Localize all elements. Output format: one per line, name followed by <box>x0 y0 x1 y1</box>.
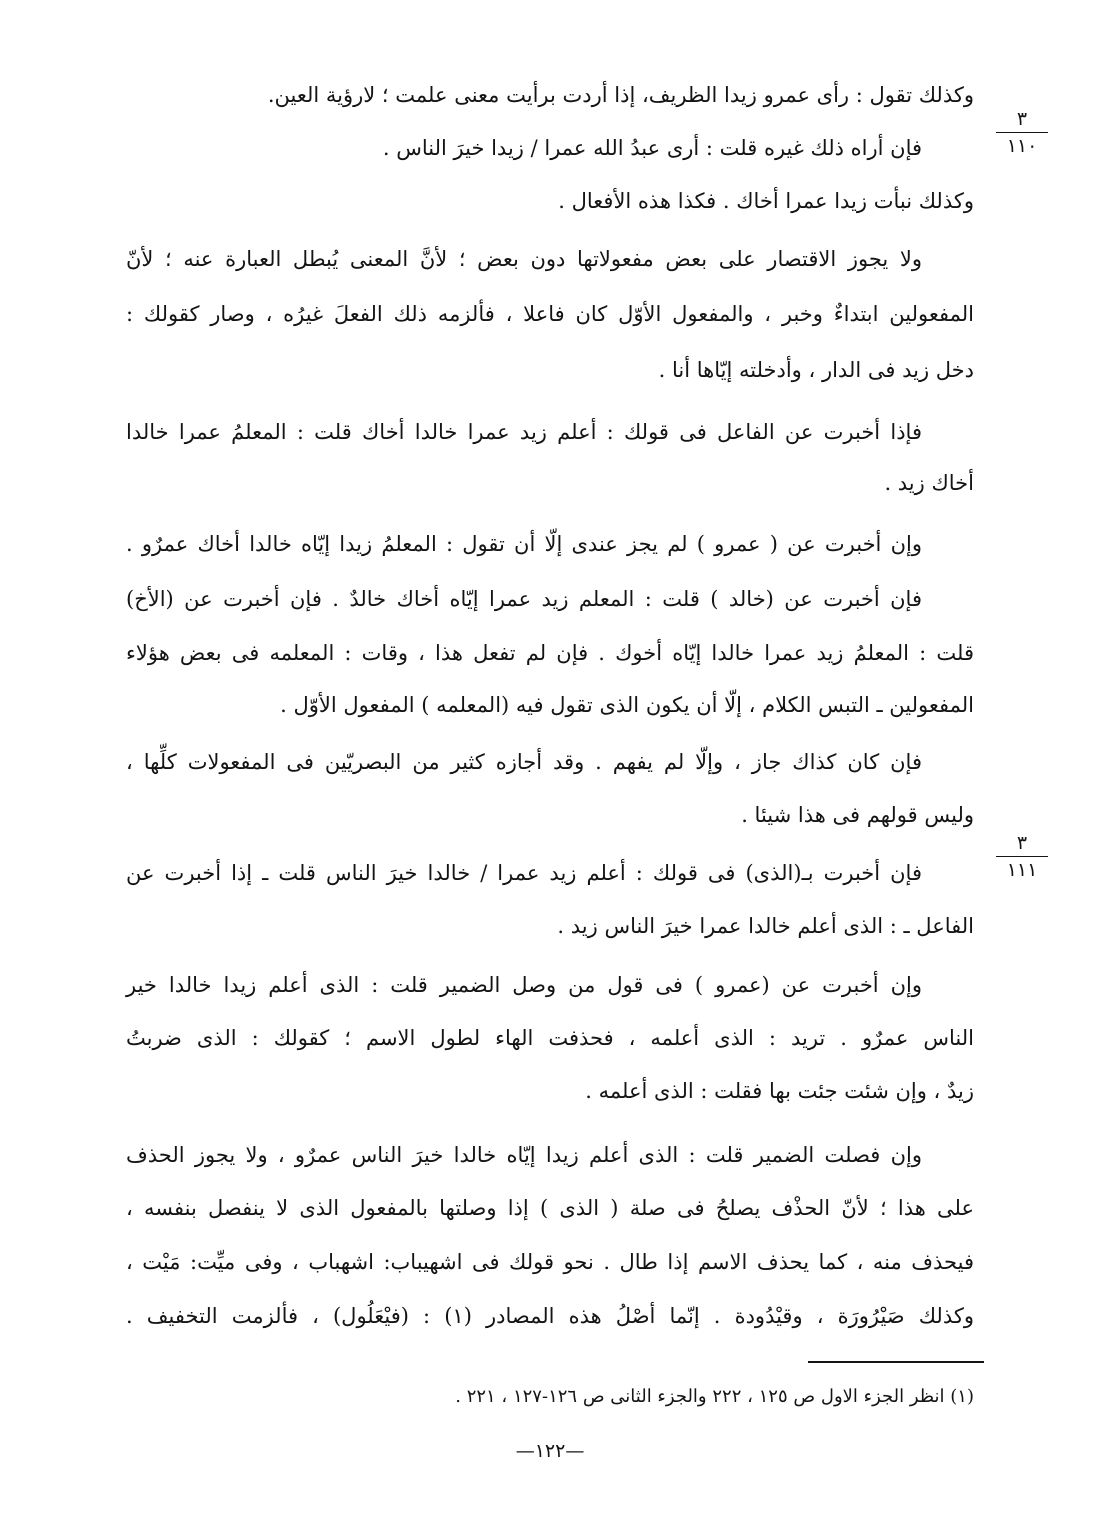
text-line: فإن أخبرت بـ(الذى) فى قولك : أعلم زيد عمرا / خالدا خيرَ الناس قلت ـ إذا أخبرت عن <box>126 861 922 885</box>
margin-page-reference <box>996 832 1048 881</box>
text-line: قلت : المعلمُ زيد عمرا خالدا إيّاه أخوك . فإن لم تفعل هذا ، وقات : المعلمه فى بعض هؤلاء <box>126 641 974 665</box>
text-line: فإن كان كذاك جاز ، وإلّا لم يفهم . وقد أجازه كثير من البصريّين فى المفعولات كلِّها ، <box>126 750 922 774</box>
margin-ref-divider <box>996 132 1048 133</box>
margin-ref-part: ٣ <box>1016 108 1028 130</box>
text-line: فيحذف منه ، كما يحذف الاسم إذا طال . نحو قولك فى اشهيباب: اشهباب ، وفى ميِّت: مَيْت ، <box>126 1250 974 1274</box>
text-line: الناس عمرٌو . تريد : الذى أعلمه ، فحذفت الهاء لطول الاسم ؛ كقولك : الذى ضربتُ <box>126 1026 974 1050</box>
text-line: وكذلك تقول : رأى عمرو زيدا الظريف، إذا أردت برأيت معنى علمت ؛ لارؤية العين. <box>267 83 974 107</box>
text-line: وإن أخبرت عن ( عمرو ) لم يجز عندى إلّا أن تقول : المعلمُ زيدا إيّاه خالدا أخاك عمرٌو . <box>126 532 922 556</box>
margin-ref-part: ٣ <box>1016 832 1028 854</box>
text-line: وكذلك نبأت زيدا عمرا أخاك . فكذا هذه الأفعال . <box>558 189 974 213</box>
text-line: زيدٌ ، وإن شئت جئت بها فقلت : الذى أعلمه . <box>585 1079 974 1103</box>
page-number: —١٢٢— <box>515 1440 585 1462</box>
text-line: فإذا أخبرت عن الفاعل فى قولك : أعلم زيد عمرا خالدا أخاك قلت : المعلمُ عمرا خالدا <box>126 420 922 444</box>
text-line: المفعولين ابتداءٌ وخبر ، والمفعول الأوّل كان فاعلا ، فألزمه ذلك الفعلَ غيرُه ، وصار كقولك : <box>126 302 974 326</box>
margin-ref-page: ١١١ <box>1006 859 1038 881</box>
text-line: وإن فصلت الضمير قلت : الذى أعلم زيدا إيّاه خالدا خيرَ الناس عمرٌو ، ولا يجوز الحذف <box>126 1143 922 1167</box>
text-line: المفعولين ـ التبس الكلام ، إلّا أن يكون الذى تقول فيه (المعلمه ) المفعول الأوّل . <box>280 693 974 717</box>
text-line: على هذا ؛ لأنّ الحذْف يصلحُ فى صلة ( الذى ) إذا وصلتها بالمفعول الذى لا ينفصل بنفسه ، <box>126 1196 974 1220</box>
margin-page-reference <box>996 108 1048 157</box>
margin-ref-page: ١١٠ <box>1006 135 1038 157</box>
text-line: أخاك زيد . <box>884 471 974 495</box>
text-line: فإن أراه ذلك غيره قلت : أرى عبدُ الله عمرا / زيدا خيرَ الناس . <box>382 136 922 160</box>
text-line: دخل زيد فى الدار ، وأدخلته إيّاها أنا . <box>658 358 974 382</box>
text-line: وليس قولهم فى هذا شيئا . <box>741 803 974 827</box>
text-line: وإن أخبرت عن (عمرو ) فى قول من وصل الضمير قلت : الذى أعلم زيدا خالدا خير <box>126 973 922 997</box>
text-line: وكذلك صَيْرُورَة ، وقيْدُودة . إنّما أصْلُ هذه المصادر (١) : (فيْعَلُول) ، فألزمت التخفيف . <box>126 1304 974 1328</box>
footnote: (١) انظر الجزء الاول ص ١٢٥ ، ٢٢٢ والجزء الثانى ص ١٢٦-١٢٧ ، ٢٢١ . <box>455 1386 974 1407</box>
margin-ref-divider <box>996 856 1048 857</box>
text-line: الفاعل ـ : الذى أعلم خالدا عمرا خيرَ الناس زيد . <box>557 914 974 938</box>
text-line: فإن أخبرت عن (خالد ) قلت : المعلم زيد عمرا إيّاه أخاك خالدٌ . فإن أخبرت عن (الأخ) <box>126 587 922 611</box>
footnote-separator <box>808 1361 984 1363</box>
text-line: ولا يجوز الاقتصار على بعض مفعولاتها دون بعض ؛ لأنَّ المعنى يُبطل العبارة عنه ؛ لأنّ <box>126 247 922 271</box>
